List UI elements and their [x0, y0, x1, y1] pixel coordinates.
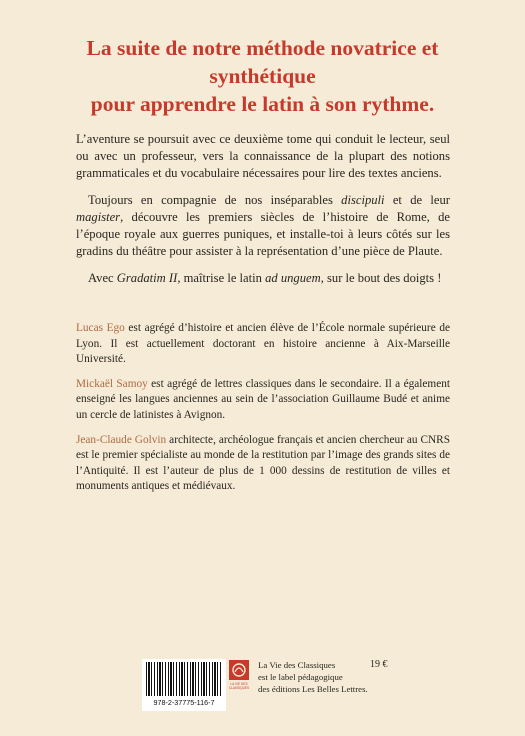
- intro-p3-text: , sur le bout des doigts !: [320, 271, 442, 285]
- bio-lucas-ego: [76, 321, 450, 368]
- intro-p3-italic-ad-unguem: ad unguem: [265, 271, 321, 285]
- publisher-logo-icon: [228, 659, 250, 693]
- intro-p2-text: et de leur: [384, 193, 450, 207]
- footer: [0, 657, 525, 717]
- intro-paragraph-2: [76, 192, 450, 260]
- intro-p2-italic-discipuli: discipuli: [341, 193, 385, 207]
- author-bios: [76, 321, 450, 504]
- bio-text: est agrégé de lettres classiques dans le secondaire. Il a également enseigné les langues anciennes au sein de l’association Guillaume Budé et anime un cercle de latinistes à Avignon.: [76, 377, 450, 421]
- bio-name: Mickaël Samoy: [76, 377, 148, 390]
- bio-text: architecte, archéologue français et ancien chercheur au CNRS est le premier spécialiste au monde de la restitution par l’image des grands sites de l’Antiquité. Il est l’auteur de plus de 1 000 dessins de restitution de villes et monuments antiques et médiévaux.: [76, 433, 451, 493]
- intro-paragraph-3: [76, 270, 450, 287]
- headline: [40, 34, 485, 118]
- intro-p3-italic-title: Gradatim II: [116, 271, 178, 285]
- intro-p3-text: , maîtrise le latin: [177, 271, 266, 285]
- headline-line-1: La suite de notre méthode novatrice et synthétique: [86, 36, 439, 88]
- label-line-1: La Vie des Classiques: [258, 660, 336, 670]
- intro-p3-text: Avec: [88, 271, 117, 285]
- bio-name: Lucas Ego: [76, 322, 125, 334]
- barcode: [142, 659, 226, 711]
- price: 19 €: [370, 659, 388, 670]
- label-text: [258, 659, 368, 696]
- intro-p2-italic-magister: magister: [76, 210, 121, 224]
- bio-text: est agrégé d’histoire et ancien élève de l’École normale supérieure de Lyon. Il est actuellement doctorant en histoire ancienne à Aix-Marseille Université.: [76, 322, 450, 366]
- label-line-3: des éditions Les Belles Lettres.: [258, 684, 368, 695]
- bio-jean-claude-golvin: [76, 433, 450, 495]
- label-line-2: est le label pédagogique: [258, 672, 343, 683]
- intro-p2-text: , découvre les premiers siècles de l’histoire de Rome, de l’époque royale aux guerres puniques, et installe-toi à leurs côtés sur les gradins du théâtre pour assister à la représentation d’une pièce de Plaute.: [76, 210, 450, 258]
- intro-p2-text: Toujours en compagnie de nos inséparables: [88, 193, 342, 207]
- intro-paragraph-1: L’aventure se poursuit avec ce deuxième tome qui conduit le lecteur, seul ou avec un professeur, vers la connaissance de la plupart des notions grammaticales et du vocabulaire nécessaires pour lire des textes anciens.: [76, 132, 450, 180]
- bio-mickael-samoy: [76, 377, 450, 424]
- intro-text: [76, 131, 450, 297]
- barcode-bars: [146, 662, 222, 696]
- logo-text: LA VIE DES CLASSIQUES: [228, 682, 250, 690]
- bio-name: Jean-Claude Golvin: [76, 433, 167, 446]
- headline-line-2: pour apprendre le latin à son rythme.: [90, 92, 435, 116]
- isbn-number: 978-2-37775-116-7: [153, 698, 215, 707]
